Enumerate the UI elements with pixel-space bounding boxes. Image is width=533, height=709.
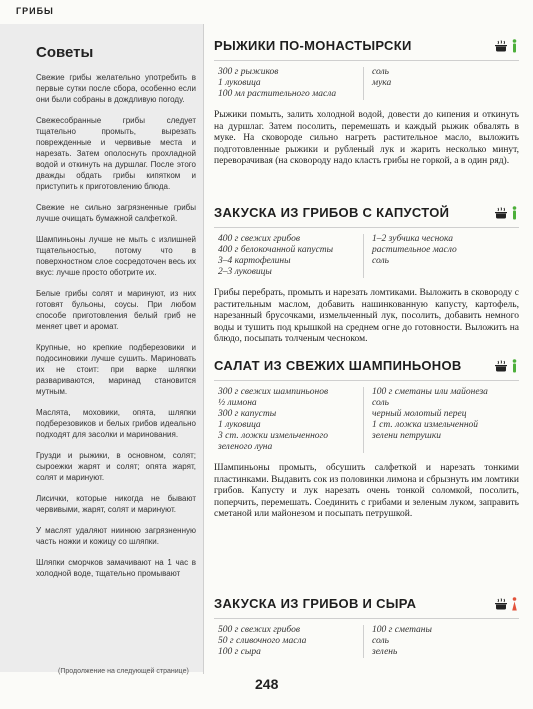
recipe-title: РЫЖИКИ ПО-МОНАСТЫРСКИ: [214, 38, 412, 53]
ingredient: мука: [372, 78, 392, 88]
tip-paragraph: У маслят удаляют ниинюю загрязненную часть ножки и кожицу со шляпки.: [36, 526, 196, 546]
recipe-ryzhiki: [214, 38, 519, 168]
cooking-pot-icon: [494, 360, 508, 372]
recipe-method: Грибы перебрать, промыть и нарезать ломтиками. Выложить в сковороду с растительным маслом, добавить нашинкованную капусту, картофель, нарезанный брусочками, измельченный лук, посолить, добавить немного воды и тушить под крышкой на среднем огне до готовности. Выложить на блюдо, посыпать толченым чесноком.: [214, 288, 519, 344]
ingredient: 1–2 зубчика чеснока: [372, 234, 454, 244]
ingredient: 100 г сыра: [218, 647, 261, 657]
ingredient: зелени петрушки: [372, 431, 442, 441]
continue-note: (Продолжение на следующей странице): [58, 668, 189, 675]
ingredient: 100 г сметаны или майонеза: [372, 387, 488, 397]
ingredient: 300 г рыжиков: [218, 67, 279, 77]
recipe-icons: [494, 359, 517, 373]
cooking-pot-icon: [494, 40, 508, 52]
ingredient: 100 мл растительного масла: [218, 89, 337, 99]
recipe-header: [214, 596, 519, 619]
ingredient: 3–4 картофелины: [218, 256, 291, 266]
recipe-icons: [494, 206, 517, 220]
recipe-title: ЗАКУСКА ИЗ ГРИБОВ С КАПУСТОЙ: [214, 205, 450, 220]
section-label: ГРИБЫ: [16, 6, 54, 16]
tips-list: [36, 72, 196, 589]
cooking-pot-icon: [494, 598, 508, 610]
tip-paragraph: Шляпки сморчков замачивают на 1 час в холодной воде, тщательно промывают: [36, 558, 196, 578]
recipe-title: САЛАТ ИЗ СВЕЖИХ ШАМПИНЬОНОВ: [214, 358, 462, 373]
ingredients-left: [214, 625, 363, 658]
ingredient: 2–3 луковицы: [218, 267, 272, 277]
ingredients: [214, 625, 519, 658]
recipe-method: Рыжики помыть, залить холодной водой, довести до кипения и откинуть на дуршлаг. Затем посолить, перемешать и каждый рыжик обвалять в муке. На сковороде сильно нагреть растительное масло, выложить подготовленные рыжики и рубленый лук и жарить несколько минут, переворачивая (на сковороду надо класть грибы не горкой, а в один ряд).: [214, 110, 519, 166]
page-number: 248: [255, 676, 279, 692]
ingredients: [214, 234, 519, 278]
person-red-icon: [512, 597, 517, 611]
tip-paragraph: Лисички, которые никогда не бывают червивыми, жарят, солят и маринуют.: [36, 494, 196, 514]
ingredient: черный молотый перец: [372, 409, 467, 419]
recipe-mushrooms-cabbage: [214, 205, 519, 346]
tip-paragraph: Свежие грибы желательно употребить в первые сутки после сбора, особенно если они были собраны в дождливую погоду.: [36, 73, 196, 104]
tip-paragraph: Свежесобранные грибы следует тщательно промыть, вырезать поврежденные и червивые места и нарезать. Затем ополоснуть прохладной водой и откинуть на дуршлаг. После этого дважды обдать грибы кипятком и приступить к приготовлению блюда.: [36, 116, 196, 191]
ingredient: соль: [372, 398, 389, 408]
recipe-title: ЗАКУСКА ИЗ ГРИБОВ И СЫРА: [214, 596, 417, 611]
ingredient: 1 ст. ложка измельченной: [372, 420, 479, 430]
recipe-header: [214, 38, 519, 61]
ingredient: 500 г свежих грибов: [218, 625, 300, 635]
person-green-icon: [512, 359, 517, 373]
ingredients-right: [363, 625, 432, 658]
ingredient: 400 г белокочанной капусты: [218, 245, 334, 255]
ingredients-right: [363, 387, 488, 453]
ingredient: 300 г капусты: [218, 409, 277, 419]
ingredient: 300 г свежих шампиньонов: [218, 387, 329, 397]
ingredient: 1 луковица: [218, 78, 261, 88]
ingredients: [214, 67, 519, 100]
ingredient: ½ лимона: [218, 398, 257, 408]
ingredients-left: [214, 234, 363, 278]
ingredients-right: [363, 67, 391, 100]
ingredients-left: [214, 67, 363, 100]
ingredient: зелень: [372, 647, 398, 657]
cooking-pot-icon: [494, 207, 508, 219]
ingredient: 50 г сливочного масла: [218, 636, 307, 646]
sidebar-title: Советы: [36, 44, 94, 61]
recipe-header: [214, 205, 519, 228]
recipe-header: [214, 358, 519, 381]
ingredient: соль: [372, 67, 389, 77]
recipe-champignon-salad: [214, 358, 519, 521]
ingredients-left: [214, 387, 363, 453]
ingredient: 100 г сметаны: [372, 625, 432, 635]
tip-paragraph: Грузди и рыжики, в основном, солят; сыроежки жарят и солят; опята жарят, солят и маринуют.: [36, 451, 196, 482]
tip-paragraph: Шампиньоны лучше не мыть с излишней тщательностью, потому что в поверхностном слое сосредоточен весь их вкус: лучше просто оботрите их.: [36, 235, 196, 277]
ingredient: соль: [372, 256, 389, 266]
ingredient: соль: [372, 636, 389, 646]
tip-paragraph: Крупные, но крепкие подберезовики и подосиновики лучше сушить. Мариновать их не стоит: при варке шляпки развариваются, маринад становится мутным.: [36, 343, 196, 396]
tip-paragraph: Свежие не сильно загрязненные грибы лучше очищать бумажной салфеткой.: [36, 203, 196, 223]
column-divider: [203, 24, 204, 674]
ingredients-right: [363, 234, 457, 278]
ingredient: зеленого луна: [218, 442, 273, 452]
recipe-icons: [494, 597, 517, 611]
ingredient: 3 ст. ложки измельченного: [218, 431, 328, 441]
tip-paragraph: Маслята, моховики, опята, шляпки подберезовиков и белых грибов идеально подходят для засолки и маринования.: [36, 408, 196, 439]
tip-paragraph: Белые грибы солят и маринуют, из них готовят бульоны, соусы. При любом способе приготовления белый гриб не меняет цвет и аромат.: [36, 289, 196, 331]
person-green-icon: [512, 39, 517, 53]
person-green-icon: [512, 206, 517, 220]
ingredients: [214, 387, 519, 453]
recipe-method: Шампиньоны промыть, обсушить салфеткой и нарезать тонкими пластинками. Выдавить сок из половинки лимона и сбрызнуть им ломтики грибов. Капусту и лук нарезать очень тонкой соломкой, посолить, поперчить, перемешать. Соединить с грибами и зеленым луком, заправить сметаной или майонезом и посыпать петрушкой.: [214, 463, 519, 519]
ingredient: растительное масло: [372, 245, 457, 255]
recipe-mushrooms-cheese: [214, 596, 519, 658]
ingredient: 400 г свежих грибов: [218, 234, 300, 244]
ingredient: 1 луковица: [218, 420, 261, 430]
recipe-icons: [494, 39, 517, 53]
